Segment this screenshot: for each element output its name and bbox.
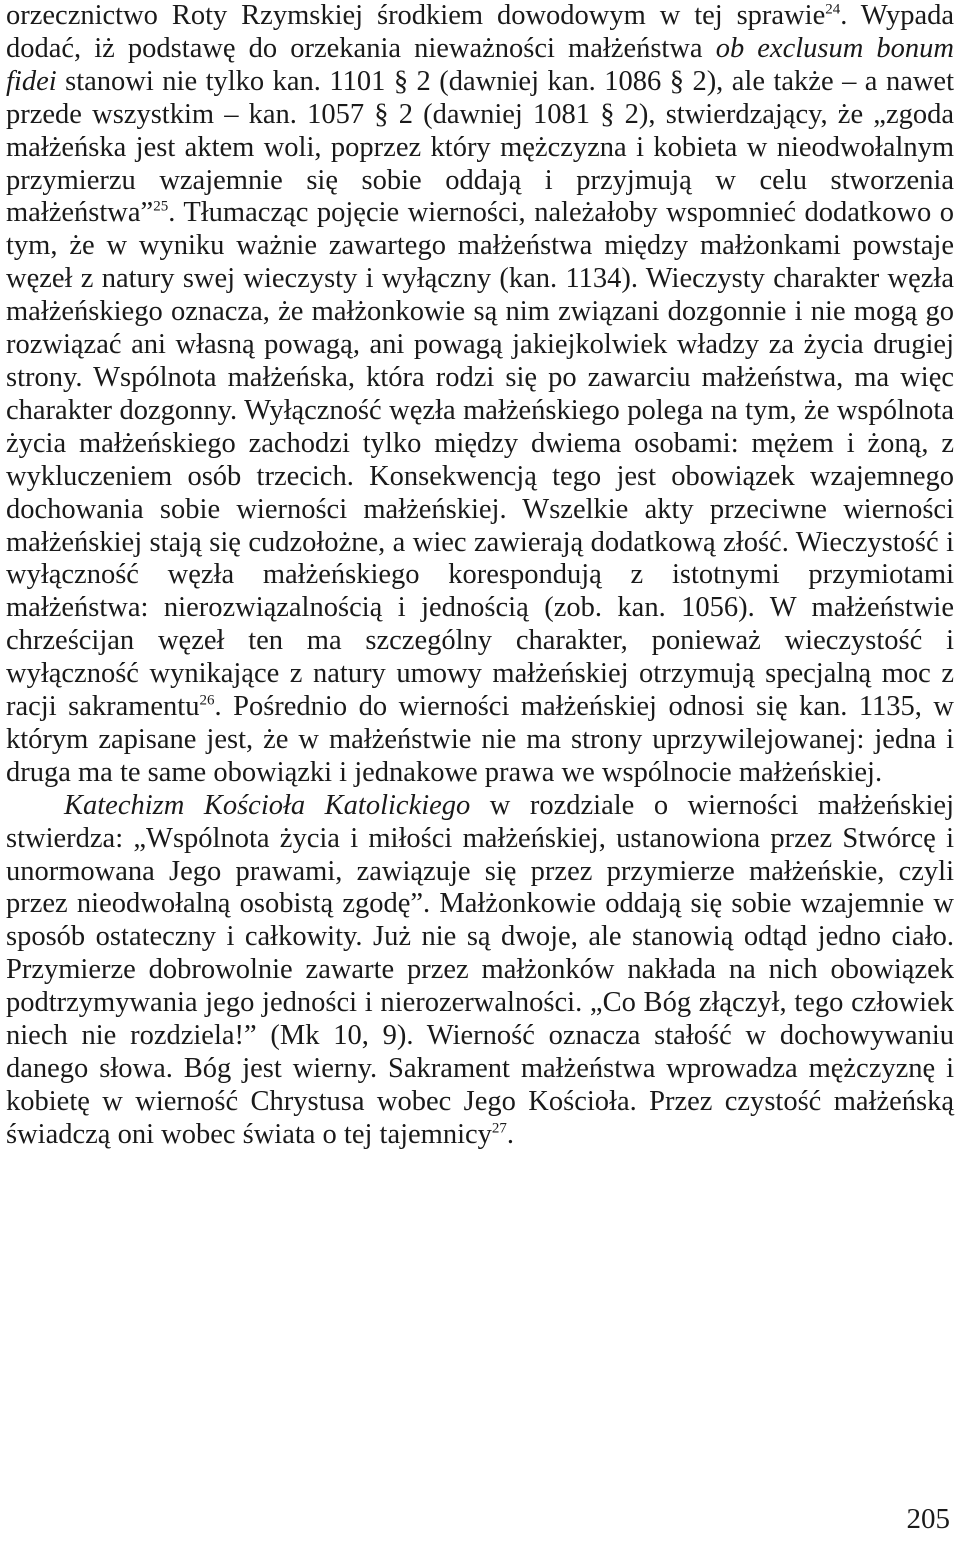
italic-text: Katechizm Kościoła Katolickiego	[64, 789, 471, 821]
page-number: 205	[906, 1503, 950, 1535]
body-text: stanowi nie tylko kan. 1101 § 2 (dawniej kan. 1086 § 2), ale także – a nawet przede wszystkim – kan. 1057 § 2 (dawniej 1081 § 2), stwierdzający, że „zgoda małżeńska jest aktem woli, poprzez który mężczyzna i kobieta w nieodwołalnym przymierzu wzajemnie się sobie oddają i przyjmują w celu stworzenia małżeństwa”	[6, 65, 954, 229]
paragraph-1	[6, 0, 954, 790]
body-text: . Wypada dodać, iż podstawę do orzekania nieważności małżeństwa	[6, 0, 954, 64]
page-body	[6, 0, 954, 1152]
body-text: .	[506, 1118, 515, 1150]
paragraph-2	[6, 790, 954, 1152]
footnote-ref: 26	[199, 692, 215, 709]
footnote-ref: 25	[153, 198, 169, 215]
body-text: . Tłumacząc pojęcie wierności, należałoby wspomnieć dodatkowo o tym, że w wyniku ważnie zawartego małżeństwa między małżonkami powstaje węzeł z natury swej wieczysty i wyłączny (kan. 1134). Wieczysty charakter węzła małżeńskiego oznacza, że małżonkowie są nim związani dozgonnie i nie mogą go rozwiązać ani własną powagą, ani powagą jakiejkolwiek władzy za życia drugiej strony. Wspólnota małżeńska, która rodzi się po zawarciu małżeństwa, ma więc charakter dozgonny. Wyłączność węzła małżeńskiego polega na tym, że wspólnota życia małżeńskiego zachodzi tylko między dwiema osobami: mężem i żoną, z wykluczeniem osób trzecich. Konsekwencją tego jest obowiązek wzajemnego dochowania sobie wierności małżeńskiej. Wszelkie akty przeciwne wierności małżeńskiej stają się cudzołożne, a wiec zawierają dodatkową złość. Wieczystość i wyłączność węzła małżeńskiego korespondują z istotnymi przymiotami małżeństwa: nierozwiązalnością i jednością (zob. kan. 1056). W małżeństwie chrześcijan węzeł ten ma szczególny charakter, ponieważ wieczystość i wyłączność wynikające z natury umowy małżeńskiej otrzymują specjalną moc z racji sakramentu	[6, 197, 954, 723]
italic-text: ob exclusum bonum fidei	[6, 32, 954, 97]
body-text: . Pośrednio do wierności małżeńskiej odnosi się kan. 1135, w którym zapisane jest, że w małżeństwie nie ma strony uprzywilejowanej: jedna i druga ma te same obowiązki i jednakowe prawa we wspólnocie małżeńskiej.	[6, 691, 954, 788]
footnote-ref: 24	[825, 1, 841, 18]
body-text: orzecznictwo Roty Rzymskiej środkiem dowodowym w tej sprawie	[6, 0, 826, 31]
footnote-ref: 27	[491, 1120, 507, 1137]
body-text: w rozdziale o wierności małżeńskiej stwierdza: „Wspólnota życia i miłości małżeńskiej, ustanowiona przez Stwórcę i unormowana Jego prawami, zawiązuje się przez przymierze małżeńskie, czyli przez nieodwołalną osobistą zgodę”. Małżonkowie oddają się sobie wzajemnie w sposób ostateczny i całkowity. Już nie są dwoje, ale stanowią odtąd jedno ciało. Przymierze dobrowolnie zawarte przez małżonków nakłada na nich obowiązek podtrzymywania jego jedności i nierozerwalności. „Co Bóg złączył, tego człowiek niech nie rozdziela!” (Mk 10, 9). Wierność oznacza stałość w dochowywaniu danego słowa. Bóg jest wierny. Sakrament małżeństwa wprowadza mężczyznę i kobietę w wierność Chrystusa wobec Jego Kościoła. Przez czystość małżeńską świadczą oni wobec świata o tej tajemnicy	[6, 789, 954, 1150]
